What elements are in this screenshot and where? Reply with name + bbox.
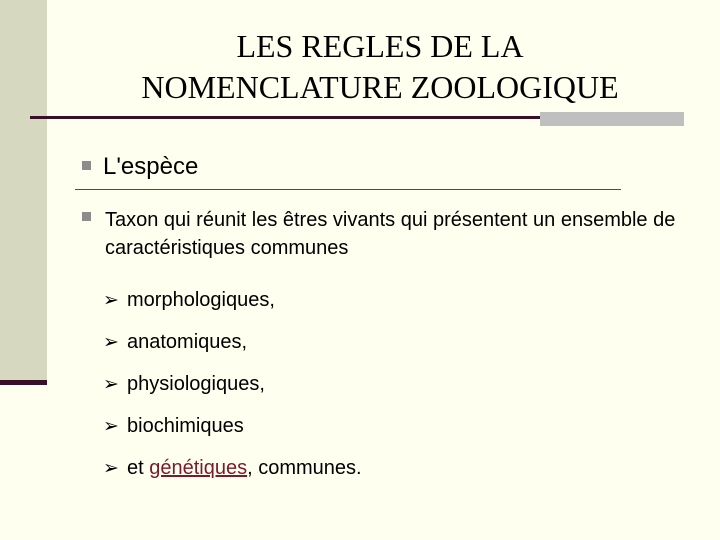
- title-underline-accent: [540, 112, 684, 126]
- arrow-bullet-icon: ➢: [103, 415, 119, 437]
- list-item-suffix: , communes.: [247, 457, 362, 479]
- definition-text: Taxon qui réunit les êtres vivants qui présentent un ensemble de caractéristiques communes: [105, 209, 676, 259]
- sidebar-decoration: [0, 0, 47, 384]
- list-item-label: biochimiques: [127, 415, 244, 437]
- list-item-label: physiologiques,: [127, 373, 265, 395]
- list-item-label: anatomiques,: [127, 331, 248, 353]
- slide-title: [80, 26, 680, 108]
- heading-divider: [75, 189, 621, 190]
- section-heading: L'espèce: [103, 153, 199, 180]
- arrow-bullet-icon: ➢: [103, 373, 119, 395]
- list-item: [103, 328, 362, 370]
- arrow-bullet-icon: ➢: [103, 457, 119, 479]
- square-bullet-icon: [82, 161, 91, 170]
- square-bullet-icon: [82, 212, 91, 221]
- list-item: [103, 412, 362, 454]
- list-item: [103, 454, 362, 496]
- list-item: [103, 370, 362, 412]
- genetiques-link[interactable]: génétiques: [149, 457, 248, 479]
- title-underline: [30, 116, 540, 119]
- arrow-bullet-icon: ➢: [103, 331, 119, 353]
- slide-title-line-1: LES REGLES DE LA: [236, 28, 524, 64]
- arrow-bullet-icon: ➢: [103, 289, 119, 311]
- slide-title-line-2: NOMENCLATURE ZOOLOGIQUE: [141, 69, 619, 105]
- sidebar-accent-line: [0, 380, 47, 385]
- list-item-prefix: et: [127, 457, 150, 479]
- list-item-label: morphologiques,: [127, 289, 275, 311]
- characteristics-list: [103, 286, 362, 496]
- list-item: [103, 286, 362, 328]
